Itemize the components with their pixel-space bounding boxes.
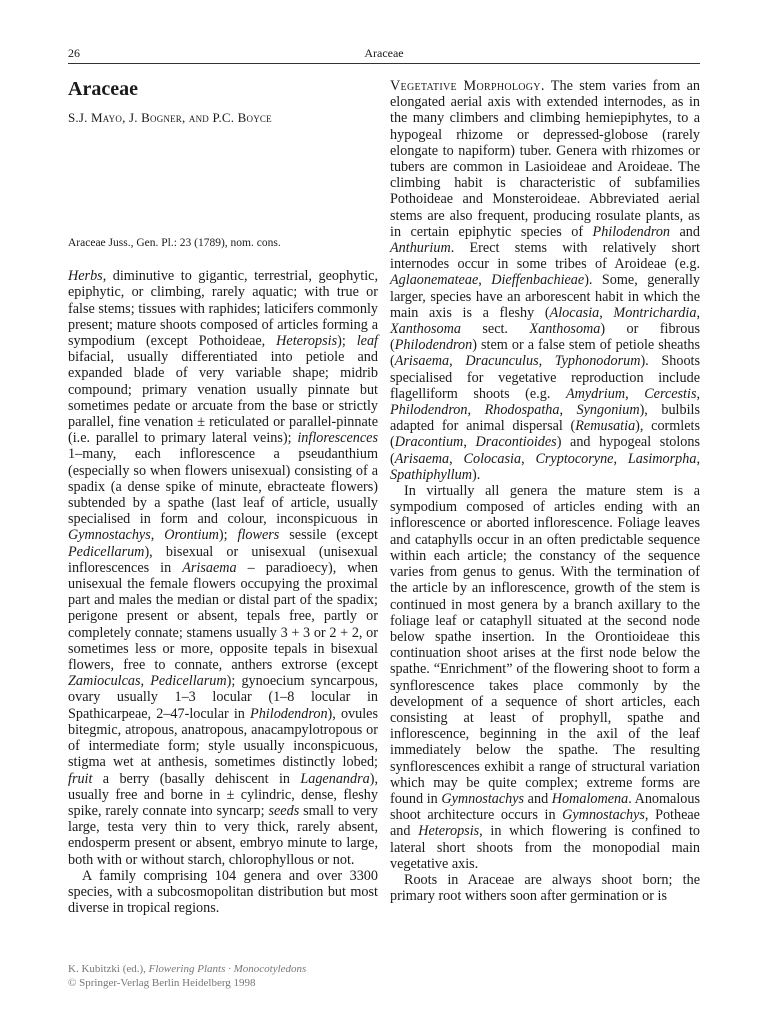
italic-term: Dieffenbachieae <box>491 272 585 289</box>
italic-term: Philodendron <box>592 223 671 240</box>
italic-term: Dracunculus <box>465 353 539 370</box>
italic-term: Arisaema <box>394 450 450 467</box>
italic-term: Gymnostachys <box>562 807 645 824</box>
italic-term: Spathiphyllum <box>390 466 472 483</box>
page-header <box>68 44 700 64</box>
italic-term: Amydrium <box>565 385 626 402</box>
footer <box>68 962 388 990</box>
footer-editor-line: K. Kubitzki (ed.), Flowering Plants · Monocotyledons <box>68 963 307 975</box>
header-rule <box>68 63 700 64</box>
left-column <box>68 78 378 916</box>
italic-term: Aglaonemateae <box>390 272 479 289</box>
italic-term: Remusatia <box>575 418 636 435</box>
roots-paragraph: Roots in Araceae are always shoot born; the primary root withers soon after germination or is <box>390 871 700 905</box>
italic-term: Homalomena <box>551 790 629 807</box>
section-heading: Vegetative Morphology. <box>390 78 545 94</box>
italic-term: Philodendron <box>390 402 468 419</box>
right-column <box>390 78 700 904</box>
italic-term: fruit <box>68 770 93 787</box>
italic-term: Philodendron <box>394 337 473 354</box>
italic-term: Pedicellarum <box>150 673 227 690</box>
italic-term: Gymnostachys <box>441 790 525 807</box>
nomenclature-citation: Araceae Juss., Gen. Pl.: 23 (1789), nom. cons. <box>68 237 281 250</box>
italic-term: Typhonodorum <box>554 353 641 370</box>
italic-term: Cercestis <box>644 385 697 402</box>
italic-term: Rhodospatha <box>484 402 560 419</box>
italic-term: leaf <box>356 333 378 350</box>
italic-term: Anthurium <box>390 240 451 257</box>
italic-term: Dracontium <box>394 434 464 451</box>
italic-term: Xanthosoma <box>390 321 461 338</box>
italic-term: Alocasia <box>549 304 600 321</box>
italic-term: Arisaema <box>394 353 450 370</box>
distribution-paragraph: A family comprising 104 genera and over 3300 species, with a subcosmopolitan distribution but most diverse in tropical regions. <box>68 867 378 917</box>
italic-term: Lagenandra <box>300 770 370 787</box>
sympodium-paragraph: In virtually all genera the mature stem is a sympodium composed of articles ending with an inflorescence or aborted inflorescence. Foliage leaves and cataphylls occur in an often predictable sequence within each article; the constancy of the sequence varies from genus to genus. With the termination of the article by an inflorescence, growth of the stem is continued in most genera by a branch axillary to the foliage leaf or cataphyll situated at the second node below spathe insertion. In the Orontioideae this continuation shoot arises at the first node below the spathe. “Enrichment” of the flowering shoot to form a synflorescence takes place commonly by the development of a sequence of short articles, each consisting at least of prophyll, spathe and inflorescence, beginning in the axil of the leaf immediately below the spathe. The resulting synflorescences exhibit a range of structural variation which may be quite complex; extreme forms are found in Gymnostachys and Homalomena. Anomalous shoot architecture occurs in Gymnostachys, Potheae and Heteropsis, in which flowering is confined to lateral short shoots from the monopodial main vegetative axis. <box>390 483 700 872</box>
authors: S.J. Mayo, J. Bogner, and P.C. Boyce <box>68 110 272 125</box>
article-title: Araceae <box>68 78 138 100</box>
vegetative-morphology-paragraph: Vegetative Morphology. The stem varies from an elongated aerial axis with extended internodes, as in the many climbers and climbing hemiepiphytes, to a hypogeal rhizome or depressed-globose (rarely elongate to napiform) tuber. Genera with rhizomes or tubers are common in Lasioideae and Aroideae. The climbing habit is characteristic of subfamilies Pothoideae and Monsteroideae. Abbreviated aerial stems are also frequent, producing rosulate plants, as in certain epiphytic species of Philodendron and Anthurium. Erect stems with relatively short internodes occur in some tribes of Aroideae (e.g. Aglaonemateae, Dieffenbachieae). Some, generally larger, species have an arborescent habit in which the main axis is a fleshy (Alocasia, Montrichardia, Xanthosoma sect. Xanthosoma) or fibrous (Philodendron) stem or a false stem of petiole sheaths (Arisaema, Dracunculus, Typhonodorum). Shoots specialised for vegetative reproduction include flagelliform shoots (e.g. Amydrium, Cercestis, Philodendron, Rhodospatha, Syngonium), bulbils adapted for animal dispersal (Remusatia), cormlets (Dracontium, Dracontioides) and hypogeal stolons (Arisaema, Colocasia, Cryptocoryne, Lasimorpha, Spathiphyllum). <box>390 78 701 483</box>
italic-term: Heteropsis <box>276 333 338 350</box>
italic-term: Herbs <box>68 268 103 285</box>
italic-term: Orontium <box>164 527 219 544</box>
italic-term: Gymnostachys <box>68 527 151 544</box>
italic-term: Lasimorpha <box>627 450 697 467</box>
description-paragraph: Herbs, diminutive to gigantic, terrestrial, geophytic, epiphytic, or climbing, rarely aquatic; with true or false stems; tissues with raphides; laticifers commonly present; mature shoots composed of articles forming a sympodium (except Pothoideae, Heteropsis); leaf bifacial, usually differentiated into petiole and expanded blade of very variable shape; midrib compound; primary venation usually pinnate but sometimes pedate or arcuate from the base or strictly parallel, fine venation ± reticulated or parallel-pinnate (i.e. parallel to primary lateral veins); inflorescences 1–many, each inflorescence a pseudanthium (especially so when flowers unisexual) consisting of a spadix (a dense spike of minute, ebracteate flowers) subtended by a spathe (last leaf of article, usually specialised in form and colour, inconspicuous in Gymnostachys, Orontium); flowers sessile (except Pedicellarum), bisexual or unisexual (unisexual inflorescences in Arisaema – paradioecy), when unisexual the female flowers occupying the proximal part and males the median or distal part of the spadix; perigone present or absent, tepals free, partly or completely connate; stamens usually 3 + 3 or 2 + 2, or sometimes less or more, opposite tepals in bisexual flowers, free to connate, anthers extrorse (except Zamioculcas, Pedicellarum); gynoecium syncarpous, ovary usually 1–3 locular (1–8 locular in Spathicarpeae, 2–47-locular in Philodendron), ovules bitegmic, atropous, anatropous, anacampylotropous or of intermediate form; style usually inconspicuous, stigma wet at anthesis, sometimes distinctly lobed; fruit a berry (basally dehiscent in Lagenandra), usually free and borne in ± cylindric, dense, fleshy spike, rarely connate into syncarp; seeds small to very large, testa very thin to very thick, rarely absent, endosperm present or absent, embryo minute to large, both with or without starch, chlorophyllous or not. <box>68 268 378 868</box>
italic-term: Heteropsis <box>418 823 480 840</box>
italic-term: Syngonium <box>576 402 640 419</box>
italic-term: Zamioculcas <box>68 673 141 690</box>
italic-term: seeds <box>268 802 300 819</box>
running-head: Araceae <box>364 46 404 60</box>
italic-term: Xanthosoma <box>529 321 601 338</box>
page-number: 26 <box>68 46 80 60</box>
italic-term: Dracontioides <box>475 434 557 451</box>
italic-term: Montrichardia <box>613 304 697 321</box>
italic-term: Pedicellarum <box>68 543 145 560</box>
italic-term: Colocasia <box>463 450 522 467</box>
footer-copyright: © Springer-Verlag Berlin Heidelberg 1998 <box>68 977 256 989</box>
italic-term: Arisaema <box>182 559 237 576</box>
italic-term: Cryptocoryne <box>535 450 614 467</box>
italic-term: flowers <box>237 527 280 544</box>
italic-term: Philodendron <box>250 705 328 722</box>
italic-term: inflorescences <box>297 430 378 447</box>
